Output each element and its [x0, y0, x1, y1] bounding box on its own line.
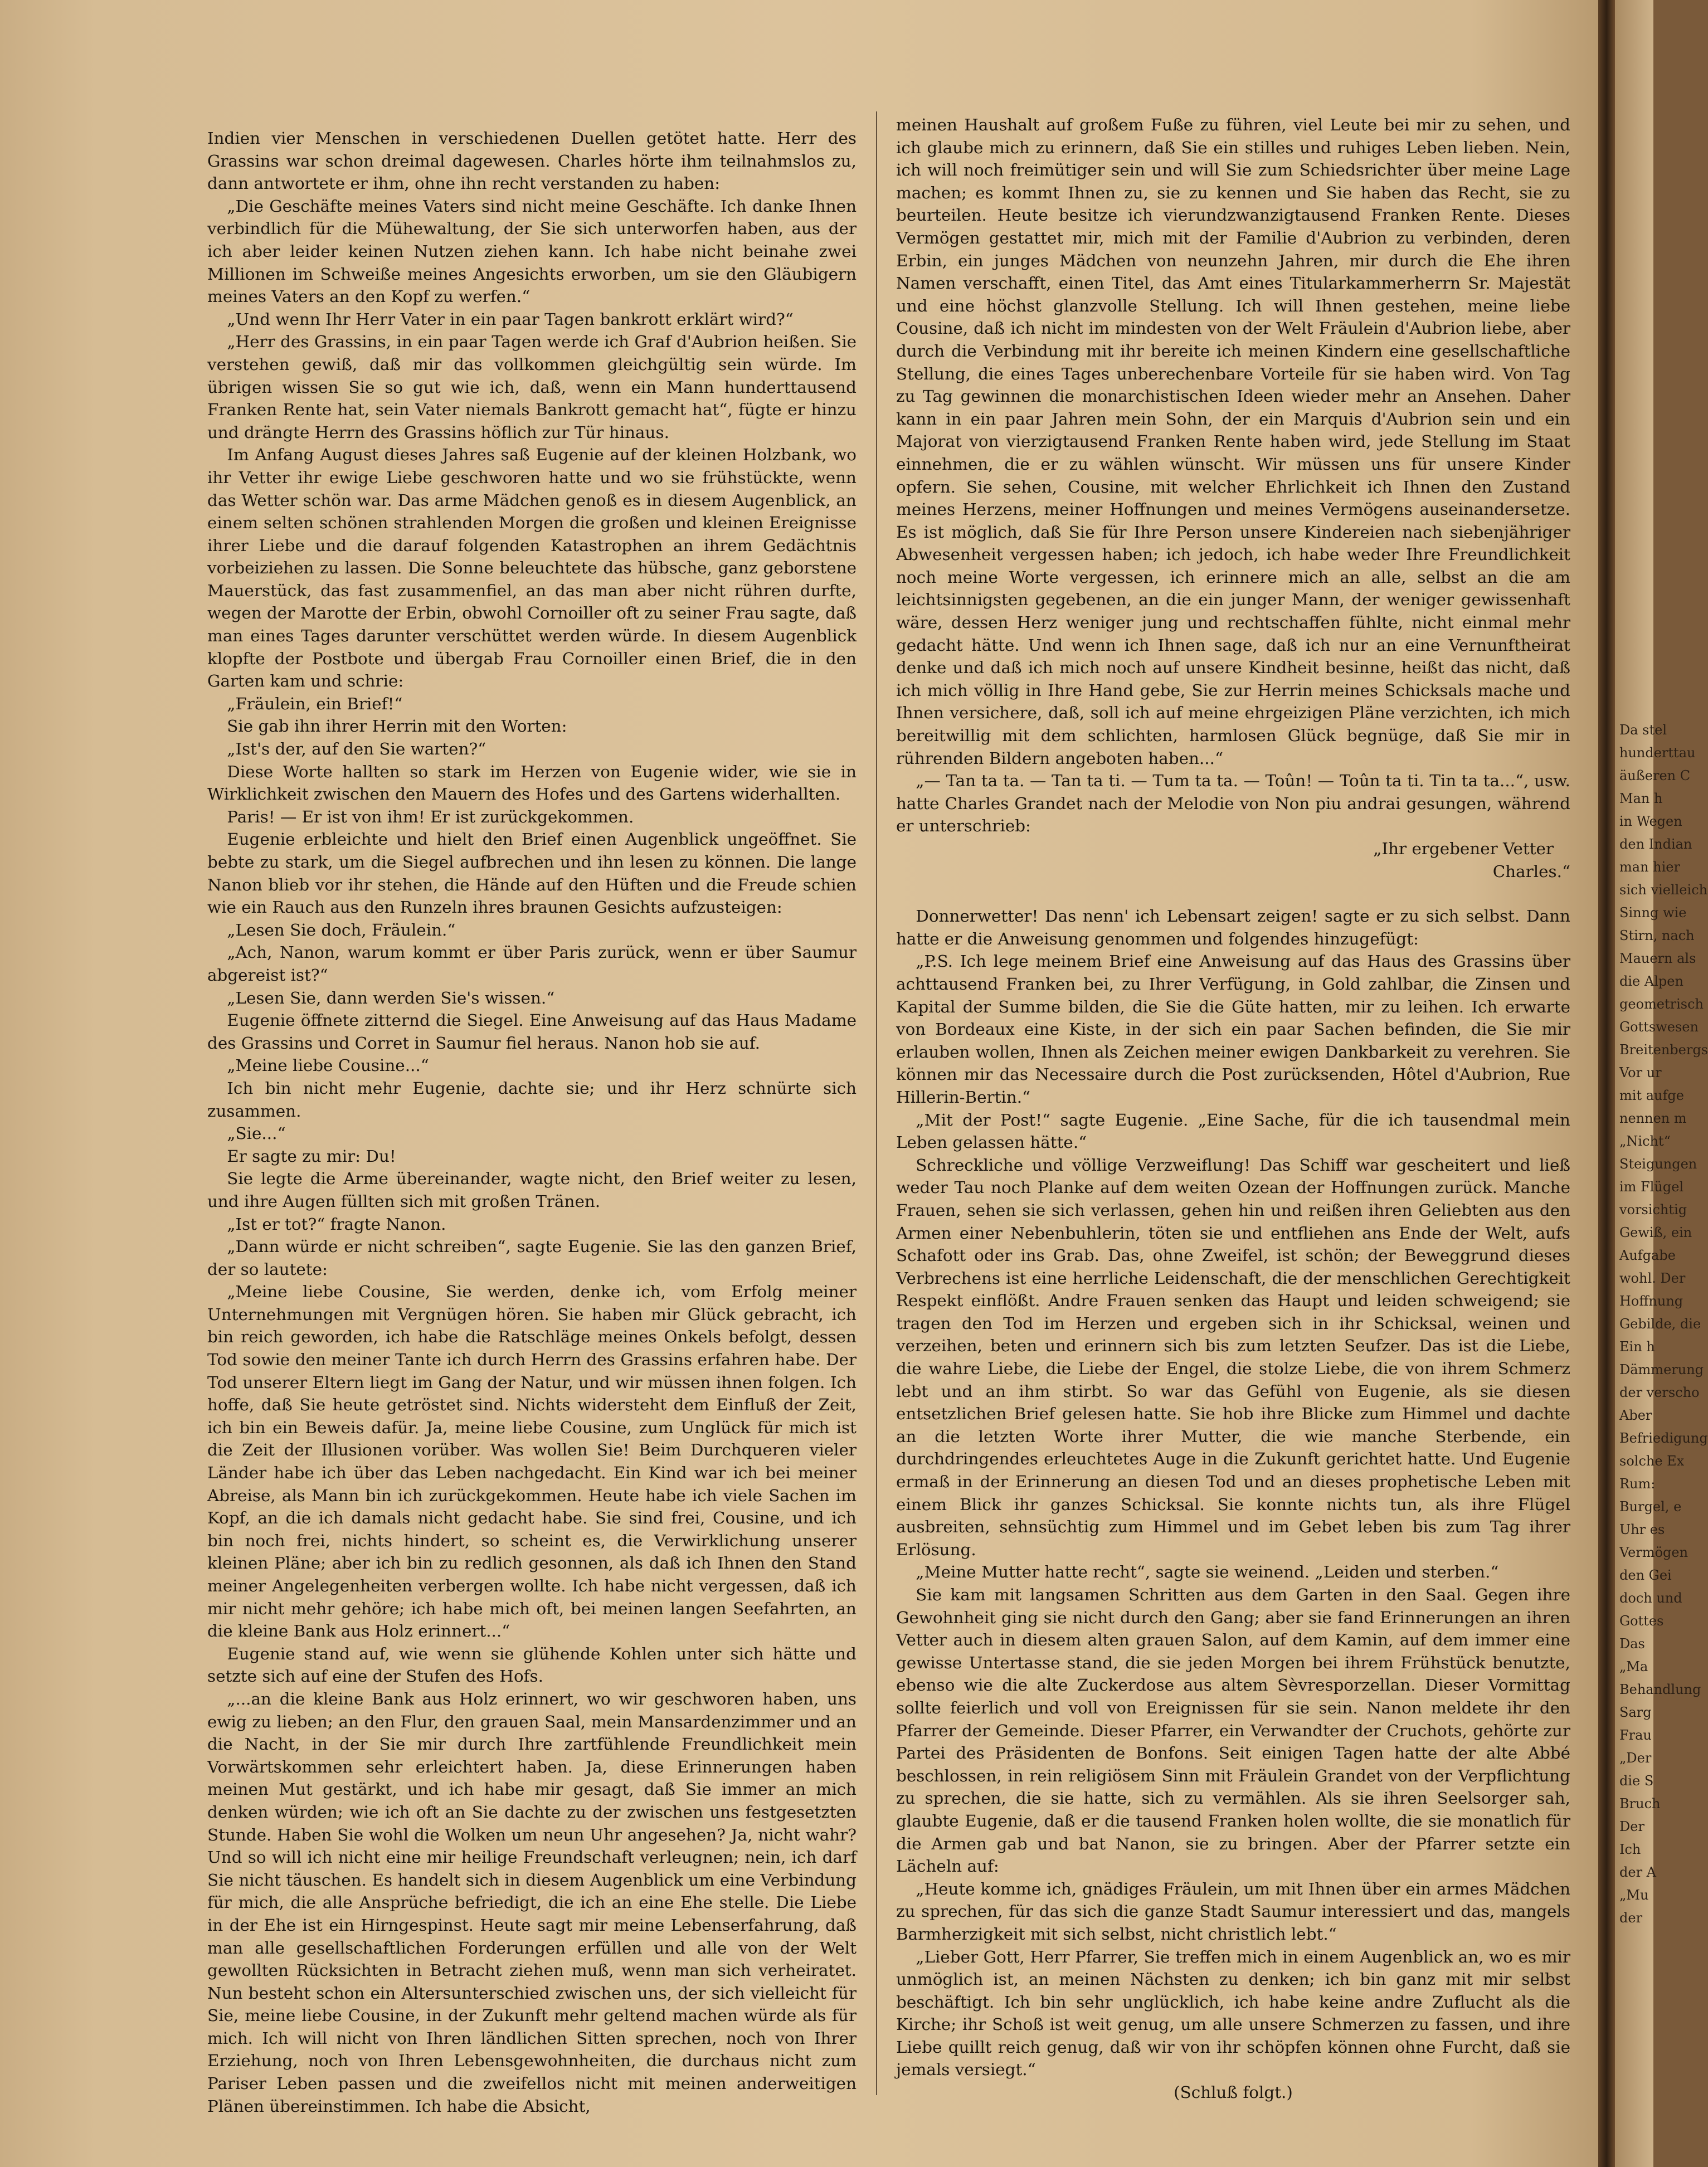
- next-page-fragment: Das: [1619, 1636, 1645, 1652]
- next-page-fragment: äußeren C: [1619, 768, 1691, 783]
- next-page-fragment: Frau: [1619, 1727, 1652, 1743]
- next-page-fragment: in Wegen: [1619, 814, 1682, 829]
- paragraph: „Ihr ergebener Vetter: [1373, 839, 1554, 858]
- next-page-fragment: doch und: [1619, 1590, 1682, 1606]
- next-page-fragment: Bruch: [1619, 1796, 1661, 1811]
- paragraph: „P.S. Ich lege meinem Brief eine Anweisung auf das Haus des Grassins über achttausend Franken bei, zu Ihrer Verfügung, in Gold zahlbar, die Zinsen und Kapital der Summe bilden, die Sie die Güte hatten, mir zu leihen. Ich erwarte von Bordeaux eine Kiste, in der sich ein paar Sachen befinden, die Sie mir erlauben wollen, Ihnen als Zeichen meiner ewigen Dankbarkeit zu verehren. Sie können mir das Necessaire durch die Post zurücksenden, Hôtel d'Aubrion, Rue Hillerin-Bertin.“: [896, 952, 1570, 1107]
- next-page-fragment: Burgel, e: [1619, 1499, 1682, 1515]
- next-page-fragment: Gottswesen: [1619, 1019, 1699, 1035]
- paragraph: „— Tan ta ta. — Tan ta ti. — Tum ta ta. — Toûn! — Toûn ta ti. Tin ta ta...“, usw. hatte Charles Grandet nach der Melodie von Non piu andrai gesungen, während er unterschrieb:: [896, 771, 1570, 836]
- next-page-fragment: der A: [1619, 1864, 1656, 1880]
- next-page-fragment: „Nicht“: [1619, 1133, 1671, 1149]
- next-page-fragment: vorsichtig: [1619, 1202, 1687, 1218]
- paragraph: Schreckliche und völlige Verzweiflung! Das Schiff war gescheitert und ließ weder Tau noch Planke auf dem weiten Ozean der Hoffnungen zurück. Manche Frauen, sehen sie sich verlassen, gehen hin und reißen ihren Geliebten aus den Armen einer Nebenbuhlerin, töten sie und entfliehen ans Ende der Welt, aufs Schafott oder ins Grab. Das, ohne Zweifel, ist schön; der Beweggrund dieses Verbrechens ist eine herrliche Leidenschaft, die der menschlichen Gerechtigkeit Respekt einflößt. Andre Frauen senken das Haupt und leiden schweigend; sie tragen den Tod im Herzen und ergeben sich in ihr Schicksal, weinen und verzeihen, beten und erinnern sich bis zum letzten Seufzer. Das ist die Liebe, die wahre Liebe, die Liebe der Engel, die stolze Liebe, die von ihrem Schmerz lebt und an ihm stirbt. So war das Gefühl von Eugenie, als sie diesen entsetzlichen Brief gelesen hatte. Sie hob ihre Blicke zum Himmel und dachte an die letzten Worte ihrer Mutter, die wie manche Sterbende, ein durchdringendes erleuchtetes Auge in die Zukunft gerichtet hatte. Und Eugenie ermaß in der Erinnerung an diesen Tod und an dieses prophetische Leben mit einem Blick ihr ganzes Schicksal. Sie konnte nichts tun, als ihre Flügel ausbreiten, sehnsüchtig zum Himmel und im Gebet leben bis zum Tag ihrer Erlösung.: [896, 1155, 1570, 1559]
- next-page-fragment: Breitenbergs: [1619, 1042, 1708, 1058]
- next-page-fragment: Aufgabe: [1619, 1248, 1676, 1263]
- paragraph: Donnerwetter! Das nenn' ich Lebensart zeigen! sagte er zu sich selbst. Dann hatte er die Anweisung genommen und folgendes hinzugefügt:: [896, 907, 1570, 948]
- next-page-fragment: Befriedigung: [1619, 1430, 1708, 1446]
- paragraph: „Meine Mutter hatte recht“, sagte sie weinend. „Leiden und sterben.“: [916, 1562, 1499, 1582]
- next-page-fragment: Vor ur: [1619, 1065, 1662, 1080]
- paragraph: „Meine liebe Cousine, Sie werden, denke ich, vom Erfolg meiner Unternehmungen mit Vergnügen hören. Sie haben mir Glück gebracht, ich bin reich geworden, ich habe die Ratschläge meines Onkels befolgt, dessen Tod sowie den meiner Tante ich durch Herrn des Grassins erfahren habe. Der Tod unserer Eltern liegt im Gang der Natur, und wir müssen ihnen folgen. Ich hoffe, daß Sie heute getröstet sind. Nichts widersteht dem Einfluß der Zeit, ich bin ein Beweis dafür. Ja, meine liebe Cousine, zum Unglück für mich ist die Zeit der Illusionen vorüber. Was wollen Sie! Beim Durchqueren vieler Länder habe ich über das Leben nachgedacht. Ein Kind war ich bei meiner Abreise, als Mann bin ich zurückgekommen. Heute habe ich viele Sachen im Kopf, an die ich damals nicht gedacht habe. Sie sind frei, Cousine, und ich bin noch frei, nichts hindert, so scheint es, die Verwirklichung unserer kleinen Pläne; aber ich bin zu redlich gesonnen, als daß ich Ihnen den Stand meiner Angelegenheiten verbergen wollte. Ich habe nicht vergessen, daß ich mir nicht mehr gehöre; ich habe mich oft, bei meinen langen Seefahrten, an die kleine Bank aus Holz erinnert...“: [207, 1282, 857, 1641]
- next-page-fragment: Rum:: [1619, 1476, 1656, 1492]
- paragraph: Sie kam mit langsamen Schritten aus dem Garten in den Saal. Gegen ihre Gewohnheit ging sie nicht durch den Gang; aber sie fand Erinnerungen an ihren Vetter auch in diesem alten grauen Salon, auf dem Kamin, auf dem immer eine gewisse Untertasse stand, die sie jeden Morgen bei ihrem Frühstück benutzte, ebenso wie die alte Zuckerdose aus altem Sèvresporzellan. Dieser Vormittag sollte feierlich und voll von Ereignissen für sie sein. Nanon meldete ihr den Pfarrer der Gemeinde. Dieser Pfarrer, ein Verwandter der Cruchots, gehörte zur Partei des Präsidenten de Bonfons. Seit einigen Tagen hatte der alte Abbé beschlossen, in rein religiösem Sinn mit Fräulein Grandet von der Verpflichtung zu sprechen, die sie hatte, sich zu vermählen. Als sie ihren Seelsorger sah, glaubte Eugenie, daß er die tausend Franken holen wollte, die sie monatlich für die Armen gab und bat Nanon, sie zu bringen. Aber der Pfarrer setzte ein Lächeln auf:: [896, 1585, 1570, 1876]
- paragraph: „Heute komme ich, gnädiges Fräulein, um mit Ihnen über ein armes Mädchen zu sprechen, für das sich die ganze Stadt Saumur interessiert und das, mangels Barmherzigkeit mit sich selbst, nicht christlich lebt.“: [896, 1879, 1570, 1944]
- next-page-fragment: Dämmerung: [1619, 1362, 1704, 1377]
- paragraph: Indien vier Menschen in verschiedenen Duellen getötet hatte. Herr des Grassins war schon dreimal dagewesen. Charles hörte ihm teilnahmslos zu, dann antwortete er ihm, ohne ihn recht verstanden zu haben:: [207, 129, 857, 193]
- next-page-fragment: hunderttau: [1619, 745, 1696, 761]
- next-page-fragment: Steigungen: [1619, 1156, 1697, 1172]
- next-page-fragment: Vermögen: [1619, 1545, 1688, 1560]
- paragraph: Sie gab ihn ihrer Herrin mit den Worten:: [227, 717, 567, 736]
- next-page-fragment: Behandlung: [1619, 1682, 1701, 1697]
- paragraph: Sie legte die Arme übereinander, wagte nicht, den Brief weiter zu lesen, und ihre Augen füllten sich mit großen Tränen.: [207, 1169, 857, 1211]
- next-page-fragment: im Flügel: [1619, 1179, 1684, 1195]
- next-page-fragment: Da stel: [1619, 722, 1667, 738]
- next-page-fragment: Ein h: [1619, 1339, 1655, 1355]
- paragraph: Diese Worte hallten so stark im Herzen von Eugenie wider, wie sie in Wirklichkeit zwischen den Mauern des Hofes und des Gartens widerhallten.: [207, 762, 857, 804]
- next-page-fragment: den Indian: [1619, 836, 1692, 852]
- paragraph: „Meine liebe Cousine...“: [227, 1056, 429, 1075]
- next-page-fragment: die S: [1619, 1773, 1654, 1789]
- paragraph: „Ach, Nanon, warum kommt er über Paris zurück, wenn er über Saumur abgereist ist?“: [207, 943, 857, 985]
- book-spine: [1598, 0, 1615, 2167]
- paragraph: Eugenie erbleichte und hielt den Brief einen Augenblick ungeöffnet. Sie bebte zu stark, um die Siegel aufbrechen und ihn lesen zu können. Die lange Nanon blieb vor ihr stehen, die Hände auf den Hüften und die Freude schien wie ein Rauch aus den Runzeln ihres braunen Gesichts aufzusteigen:: [207, 830, 857, 917]
- next-page-fragment: mit aufge: [1619, 1088, 1684, 1103]
- paragraph: „Dann würde er nicht schreiben“, sagte Eugenie. Sie las den ganzen Brief, der so lautete:: [207, 1237, 857, 1279]
- next-page-fragment: geometrisch: [1619, 996, 1704, 1012]
- paragraph: „Lesen Sie, dann werden Sie's wissen.“: [227, 988, 555, 1007]
- left-text-column: [207, 127, 857, 2116]
- next-page-fragment: sich vielleich: [1619, 882, 1708, 898]
- adjacent-page-edge: [1615, 0, 1708, 2167]
- paragraph: Im Anfang August dieses Jahres saß Eugenie auf der kleinen Holzbank, wo ihr Vetter ihr ewige Liebe geschworen hatte und wo sie frühstückte, wenn das Wetter schön war. Das arme Mädchen genoß es in diesem Augenblick, an einem selten schönen strahlenden Morgen die großen und kleinen Ereignisse ihrer Liebe und die darauf folgenden Katastrophen an ihrem Gedächtnis vorbeiziehen zu lassen. Die Sonne beleuchtete das hübsche, ganz geborstene Mauerstück, das fast zusammenfiel, an das man aber nicht rühren durfte, wegen der Marotte der Erbin, obwohl Cornoiller oft zu seiner Frau sagte, daß man eines Tages darunter verschüttet werden würde. In diesem Augenblick klopfte der Postbote und übergab Frau Cornoiller einen Brief, die in den Garten kam und schrie:: [207, 445, 857, 691]
- next-page-fragment: Sarg: [1619, 1705, 1652, 1720]
- paragraph: „Lesen Sie doch, Fräulein.“: [227, 920, 456, 939]
- paragraph: „Fräulein, ein Brief!“: [227, 694, 403, 713]
- next-page-fragment: Gebilde, die: [1619, 1316, 1701, 1332]
- next-page-fragment: die Alpen: [1619, 973, 1683, 989]
- next-page-fragment: Man h: [1619, 791, 1663, 806]
- next-page-fragment: Hoffnung: [1619, 1293, 1683, 1309]
- right-text-column: [896, 114, 1570, 2102]
- paragraph: „Sie...“: [227, 1124, 286, 1143]
- next-page-fragment: Ich: [1619, 1842, 1641, 1857]
- paragraph: „Ist er tot?“ fragte Nanon.: [227, 1214, 446, 1234]
- next-page-fragment: Gottes: [1619, 1613, 1664, 1629]
- next-page-fragment: Aber: [1619, 1408, 1652, 1423]
- next-page-fragment: der: [1619, 1910, 1643, 1926]
- paragraph: Paris! — Er ist von ihm! Er ist zurückgekommen.: [227, 807, 634, 826]
- next-page-fragment: Gewiß, ein: [1619, 1225, 1692, 1240]
- next-page-fragment: Stirn, nach: [1619, 928, 1695, 943]
- paragraph: Charles.“: [1492, 861, 1570, 881]
- next-page-fragment: wohl. Der: [1619, 1270, 1686, 1286]
- paragraph: meinen Haushalt auf großem Fuße zu führen, viel Leute bei mir zu sehen, und ich glaube mich zu erinnern, daß Sie ein stilles und ruhiges Leben lieben. Nein, ich will noch freimütiger sein und will Sie zum Schiedsrichter über meine Lage machen; es kommt Ihnen zu, sie zu kennen und Sie haben das Recht, sie zu beurteilen. Heute besitze ich vierundzwanzigtausend Franken Rente. Dieses Vermögen gestattet mir, mich mit der Familie d'Aubrion zu verbinden, deren Erbin, ein junges Mädchen von neunzehn Jahren, mir durch die Ehe ihren Namen verschafft, einen Titel, das Amt eines Titularkammerherrn Sr. Majestät und eine höchst glanzvolle Stellung. Ich will Ihnen gestehen, meine liebe Cousine, daß ich nicht im mindesten von der Welt Fräulein d'Aubrion liebe, aber durch die Verbindung mit ihr bereite ich meinen Kindern eine gesellschaftliche Stellung, die eines Tages unberechenbare Vorteile für sie haben wird. Von Tag zu Tag gewinnen die monarchistischen Ideen wieder mehr an Ansehen. Daher kann in ein paar Jahren mein Sohn, der ein Marquis d'Aubrion sein und ein Majorat von vierzigtausend Franken Rente haben wird, jede Stellung im Staat einnehmen, die er zu wählen wünscht. Wir müssen uns für unsere Kinder opfern. Sie sehen, Cousine, mit welcher Ehrlichkeit ich Ihnen den Zustand meines Herzens, meiner Hoffnungen und meines Vermögens auseinandersetze. Es ist möglich, daß Sie für Ihre Person unsere Kindereien nach siebenjähriger Abwesenheit vergessen haben; ich jedoch, ich habe weder Ihre Freundlichkeit noch meine Worte vergessen, ich erinnere mich an alle, selbst an die am leichtsinnigsten gegebenen, an die ein junger Mann, der weniger gewissenhaft wäre, dessen Herz weniger jung und rechtschaffen fühlte, nicht einmal mehr gedacht hätte. Und wenn ich Ihnen sage, daß ich nur an eine Vernunftheirat denke und daß ich mich noch auf unsere Kindheit besinne, heißt das nicht, daß ich mich völlig in Ihre Hand gebe, Sie zur Herrin meines Schicksals mache und Ihnen versichere, daß, soll ich auf meine ehrgeizigen Pläne verzichten, ich mich bereitwillig mit dem schlichten, harmlosen Glück begnüge, daß Sie mir in rührenden Bildern angeboten haben...“: [896, 115, 1570, 768]
- paragraph: Ich bin nicht mehr Eugenie, dachte sie; und ihr Herz schnürte sich zusammen.: [207, 1078, 857, 1121]
- next-page-fragment: „Mu: [1619, 1887, 1649, 1903]
- paragraph: „...an die kleine Bank aus Holz erinnert, wo wir geschworen haben, uns ewig zu lieben; an den Flur, den grauen Saal, mein Mansardenzimmer und an die Nacht, in der Sie mir durch Ihre zartfühlende Freundlichkeit mein Vorwärtskommen sehr erleichtert haben. Ja, diese Erinnerungen haben meinen Mut gestärkt, und ich habe mir gesagt, daß Sie immer an mich denken würden; wie ich oft an Sie dachte zu der zwischen uns festgesetzten Stunde. Haben Sie wohl die Wolken um neun Uhr angesehen? Ja, nicht wahr? Und so will ich nicht eine mir heilige Freundschaft verleugnen; nein, ich darf Sie nicht täuschen. Es handelt sich in diesem Augenblick um eine Verbindung für mich, die alle Ansprüche befriedigt, die ich an eine Ehe stelle. Die Liebe in der Ehe ist ein Hirngespinst. Heute sagt mir meine Lebenserfahrung, daß man alle gesellschaftlichen Forderungen erfüllen und alle von der Welt gewollten Rücksichten in Betracht ziehen muß, wenn man sich verheiratet. Nun besteht schon ein Altersunterschied zwischen uns, der sich vielleicht für Sie, meine liebe Cousine, in der Zukunft mehr geltend machen würde als für mich. Ich will nicht von Ihren ländlichen Sitten sprechen, noch von Ihrer Erziehung, noch von Ihren Lebensgewohnheiten, die durchaus nicht zum Pariser Leben passen und die zweifellos nicht mit meinen anderweitigen Plänen übereinstimmen. Ich habe die Absicht,: [207, 1689, 857, 2116]
- next-page-fragment: der verscho: [1619, 1385, 1700, 1400]
- next-page-fragment: Mauern als: [1619, 951, 1696, 966]
- paragraph: „Die Geschäfte meines Vaters sind nicht meine Geschäfte. Ich danke Ihnen verbindlich für die Mühewaltung, der Sie sich unterworfen haben, aus der ich aber leider keinen Nutzen ziehen kann. Ich habe nicht beinahe zwei Millionen im Schweiße meines Angesichts erworben, um sie den Gläubigern meines Vaters an den Kopf zu werfen.“: [207, 196, 857, 306]
- next-page-fragment: Der: [1619, 1819, 1644, 1834]
- next-page-fragment: Sinng wie: [1619, 905, 1687, 921]
- paragraph: „Lieber Gott, Herr Pfarrer, Sie treffen mich in einem Augenblick an, wo es mir unmöglich ist, an meinen Nächsten zu denken; ich bin ganz mit mir selbst beschäftigt. Ich bin sehr unglücklich, ich habe keine andre Zuflucht als die Kirche; ihr Schoß ist weit genug, um alle unsere Schmerzen zu fassen, und ihre Liebe quillt reich genug, daß wir von ihr schöpfen können ohne Furcht, daß sie jemals versiegt.“: [896, 1947, 1570, 2080]
- paragraph: „Und wenn Ihr Herr Vater in ein paar Tagen bankrott erklärt wird?“: [227, 309, 794, 329]
- paragraph: „Ist's der, auf den Sie warten?“: [227, 739, 486, 759]
- next-page-fragment: solche Ex: [1619, 1453, 1685, 1469]
- next-page-fragment: den Gei: [1619, 1567, 1672, 1583]
- next-page-fragment: Uhr es: [1619, 1522, 1665, 1537]
- paragraph: „Herr des Grassins, in ein paar Tagen werde ich Graf d'Aubrion heißen. Sie verstehen gewiß, daß mir das vollkommen gleichgültig sein würde. Im übrigen wissen Sie so gut wie ich, daß, wenn ein Mann hunderttausend Franken Rente hat, sein Vater niemals Bankrott gemacht hat“, fügte er hinzu und drängte Herrn des Grassins höflich zur Tür hinaus.: [207, 332, 857, 442]
- paragraph: „Mit der Post!“ sagte Eugenie. „Eine Sache, für die ich tausendmal mein Leben gelassen hätte.“: [896, 1110, 1570, 1152]
- paragraph: Er sagte zu mir: Du!: [227, 1146, 396, 1166]
- next-page-fragment: nennen m: [1619, 1111, 1687, 1126]
- paragraph: Eugenie öffnete zitternd die Siegel. Eine Anweisung auf das Haus Madame des Grassins und Corret in Saumur fiel heraus. Nanon hob sie auf.: [207, 1011, 857, 1053]
- paragraph: (Schluß folgt.): [1174, 2083, 1293, 2102]
- next-page-fragment: „Ma: [1619, 1659, 1648, 1674]
- column-divider: [876, 111, 877, 2095]
- paragraph: Eugenie stand auf, wie wenn sie glühende Kohlen unter sich hätte und setzte sich auf eine der Stufen des Hofs.: [207, 1644, 857, 1686]
- next-page-fragment: man hier: [1619, 859, 1680, 875]
- next-page-fragment: „Der: [1619, 1750, 1652, 1766]
